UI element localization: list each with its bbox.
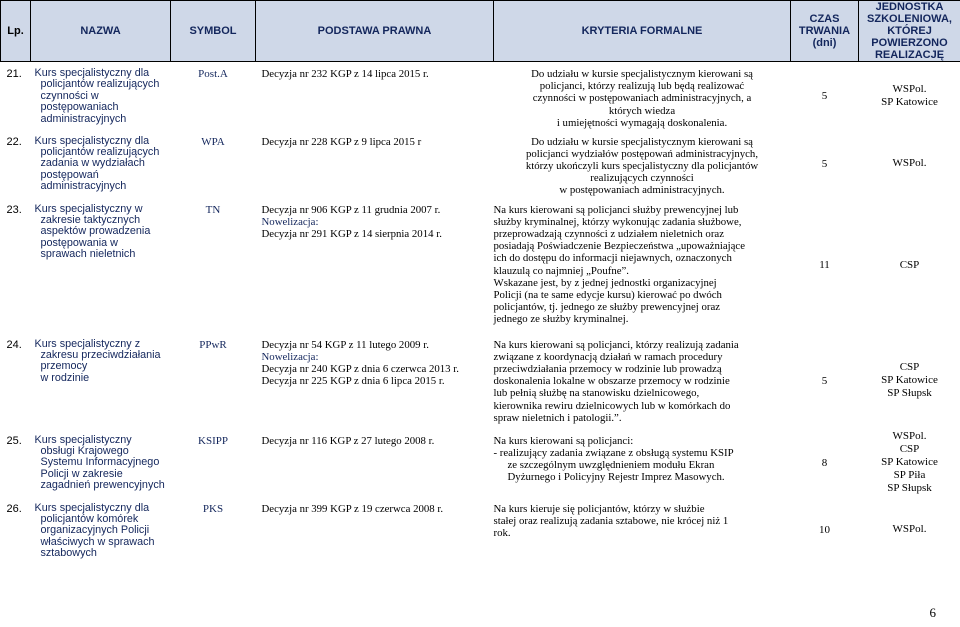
criteria-line: policjantów, tj. jednego ze służby prewencyjnej oraz [493,301,721,314]
row-place [859,62,960,130]
criteria-line: Do udziału w kursie specjalistycznym kierowani są [531,135,753,148]
name-line: przemocy [40,360,88,373]
criteria-line: których wiedza [608,104,676,117]
name-line: Kurs specjalistyczny dla [34,501,150,514]
criteria-line: przeciwdziałania przemocy w rodzinie lub prowadzą [493,362,722,375]
criteria-line: Na kurs kierowani są policjanci służby prewencyjnej lub [493,203,739,216]
row-basis [256,497,494,563]
name-line: zadania w wydziałach [40,157,145,170]
row-basis [256,62,494,130]
name-line: Kurs specjalistyczny dla [34,67,150,79]
place-line: CSP [899,443,920,455]
name-line: Kurs specjalistyczny dla [34,134,150,147]
row-symbol: WPA [201,135,225,148]
criteria-line: Na kurs kierowani są policjanci: [493,434,634,447]
header-place-line: KTÓREJ [887,25,932,37]
basis-line: Decyzja nr 54 KGP z 11 lutego 2009 r. [261,338,429,351]
table-row [1,333,960,429]
table-row [1,429,960,497]
row-name [31,130,171,198]
basis-line: Decyzja nr 116 KGP z 27 lutego 2008 r. [261,434,435,447]
row-symbol: PPwR [199,338,227,351]
header-time-line: TRWANIA [798,25,851,37]
row-lp: 22. [6,135,22,148]
name-line: organizacyjnych Policji [40,524,150,537]
name-line: sztabowych [40,547,97,560]
place-line: WSPol. [892,82,927,95]
table-row [1,198,960,333]
row-name [31,198,171,333]
criteria-line: realizujących czynności [590,172,694,185]
row-time: 5 [821,157,828,170]
name-line: czynności w [40,89,99,102]
place-line: CSP [899,361,920,373]
row-criteria [494,497,791,563]
table-row [1,130,960,198]
criteria-line: którzy ukończyli kurs specjalistyczny dla policjantów [525,159,759,172]
row-lp: 21. [6,68,22,80]
basis-line: Decyzja nr 225 KGP z dnia 6 lipca 2015 r. [261,374,445,387]
row-time: 10 [819,523,830,536]
row-criteria [494,62,791,130]
header-time-line: CZAS [809,13,840,25]
name-line: w rodzinie [40,371,90,384]
name-line: Kurs specjalistyczny w [34,202,143,215]
row-lp: 23. [6,203,22,216]
name-line: zakresu przeciwdziałania [40,348,161,361]
name-line: policjantów realizujących [40,145,160,158]
place-line: WSPol. [892,430,927,442]
page-number: 6 [929,605,936,620]
name-line: aspektów prowadzenia [40,225,151,238]
name-line: Policji w zakresie [40,467,123,480]
row-name [31,429,171,497]
criteria-line: policjanci, którzy realizują lub będą realizować [539,80,745,93]
table-row [1,497,960,563]
place-line: WSPol. [892,157,927,169]
row-name [31,333,171,429]
header-name: NAZWA [31,1,171,62]
row-place [859,198,960,333]
criteria-line: czynności w postępowaniach administracyjnych, a [532,92,752,105]
basis-line: Decyzja nr 906 KGP z 11 grudnia 2007 r. [261,203,441,216]
row-time: 5 [821,89,828,102]
criteria-line: przeprowadzają czynności z udziałem nieletnich oraz [493,227,725,240]
row-place [859,333,960,429]
row-place [859,130,960,198]
row-place [859,497,960,563]
row-lp: 26. [6,502,22,515]
row-lp: 25. [6,434,22,447]
place-line: SP Słupsk [887,482,932,494]
name-line: postępowań [40,168,99,181]
criteria-line: Policji (na te same edycje kursu) kierować po dwóch [493,288,722,301]
name-line: sprawach nieletnich [40,248,136,261]
row-criteria [494,198,791,333]
header-place-line: POWIERZONO [871,37,948,49]
row-name [31,62,171,130]
name-line: właściwych w sprawach [40,535,155,548]
place-line: SP Katowice [881,374,938,386]
criteria-line: i umiejętności wymagają doskonalenia. [556,116,728,129]
row-basis [256,130,494,198]
header-symbol: SYMBOL [171,1,256,62]
criteria-line: związane z koordynacją działań w ramach procedury [493,350,723,363]
name-line: zakresie taktycznych [40,213,141,226]
criteria-line: lub pełnią służbę na stanowisku dzielnicowego, [493,387,700,400]
criteria-line: posiadają Poświadczenie Bezpieczeństwa „upoważniające [493,240,746,253]
criteria-line: klauzulą co najmniej „Poufne”. [493,264,630,277]
row-basis [256,333,494,429]
table-row [1,62,960,130]
header-criteria: KRYTERIA FORMALNE [494,1,791,62]
basis-line: Decyzja nr 228 KGP z 9 lipca 2015 r [261,135,422,148]
criteria-line: Dyżurnego i Policyjny Rejestr Imprez Masowych. [507,471,725,484]
row-lp: 24. [6,338,22,351]
header-place-line: JEDNOSTKA [875,1,944,13]
row-basis [256,198,494,333]
name-line: administracyjnych [40,112,127,125]
name-line: Systemu Informacyjnego [40,456,160,469]
row-criteria [494,130,791,198]
criteria-line: policjanci wydziałów postępowań administracyjnych, [525,147,759,160]
name-line: zagadnień prewencyjnych [40,479,165,492]
criteria-line: kierownika rewiru dzielnicowych lub w komórkach do [493,399,731,412]
criteria-line: doskonalenia lokalne w obszarze przemocy w rodzinie [493,375,730,388]
criteria-line: w postępowaniach administracyjnych. [559,184,725,197]
name-line: policjantów komórek [40,512,139,525]
place-line: WSPol. [892,523,927,535]
criteria-line: Na kurs kierowani są policjanci, którzy realizują zadania [493,338,739,351]
name-line: postępowaniach [40,101,119,114]
basis-amend-label: Nowelizacja: [261,350,319,363]
criteria-line: ze szczególnym uwzględnieniem modułu Ekran [507,458,715,471]
place-line: SP Katowice [881,456,938,468]
header-place-line: SZKOLENIOWA, [867,13,952,25]
basis-line: Decyzja nr 291 KGP z 14 sierpnia 2014 r. [261,227,442,240]
criteria-line: rok. [493,526,511,539]
criteria-line: stałej oraz realizują zadania sztabowe, nie krócej niż 1 [493,514,729,527]
basis-line: Decyzja nr 232 KGP z 14 lipca 2015 r. [261,68,429,80]
place-line: CSP [899,258,920,271]
row-symbol: KSIPP [198,434,228,447]
row-symbol: TN [205,203,221,216]
name-line: policjantów realizujących [40,78,160,91]
header-lp: Lp. [1,1,31,62]
name-line: Kurs specjalistyczny z [34,337,141,350]
criteria-line: jednego ze służby kryminalnej. [493,313,629,326]
header-place-line: REALIZACJĘ [874,49,945,61]
place-line: SP Katowice [881,95,938,108]
criteria-line: ich do dostępu do informacji niejawnych, oznaczonych [493,252,732,265]
place-line: SP Słupsk [887,387,932,399]
place-line: SP Piła [893,469,926,481]
row-place [859,429,960,497]
basis-amend-label: Nowelizacja: [261,215,319,228]
name-line: administracyjnych [40,180,127,193]
row-time: 11 [819,259,830,271]
header-time-line: (dni) [812,37,837,49]
row-criteria [494,429,791,497]
basis-line: Decyzja nr 399 KGP z 19 czerwca 2008 r. [261,502,444,515]
row-time: 8 [821,456,828,469]
criteria-line: Na kurs kieruje się policjantów, którzy w służbie [493,502,705,515]
name-line: Kurs specjalistyczny [34,433,132,446]
criteria-line: Do udziału w kursie specjalistycznym kierowani są [531,68,753,80]
criteria-line: spraw nieletnich i patologii.”. [493,411,622,424]
row-criteria [494,333,791,429]
header-place [859,1,960,62]
header-basis: PODSTAWA PRAWNA [256,1,494,62]
header-time [791,1,859,62]
row-time: 5 [821,374,828,387]
row-symbol: Post.A [198,68,228,80]
criteria-line: Wskazane jest, by z jednej jednostki organizacyjnej [493,276,717,289]
row-basis [256,429,494,497]
table-header-row [1,1,960,62]
row-symbol: PKS [202,502,224,515]
name-line: postępowania w [40,236,118,249]
row-name [31,497,171,563]
name-line: obsługi Krajowego [40,444,129,457]
criteria-line: - realizujący zadania związane z obsługą systemu KSIP [493,446,734,459]
criteria-line: służby kryminalnej, którzy wykonując zadania służbowe, [493,215,742,228]
basis-line: Decyzja nr 240 KGP z dnia 6 czerwca 2013 r. [261,362,459,375]
